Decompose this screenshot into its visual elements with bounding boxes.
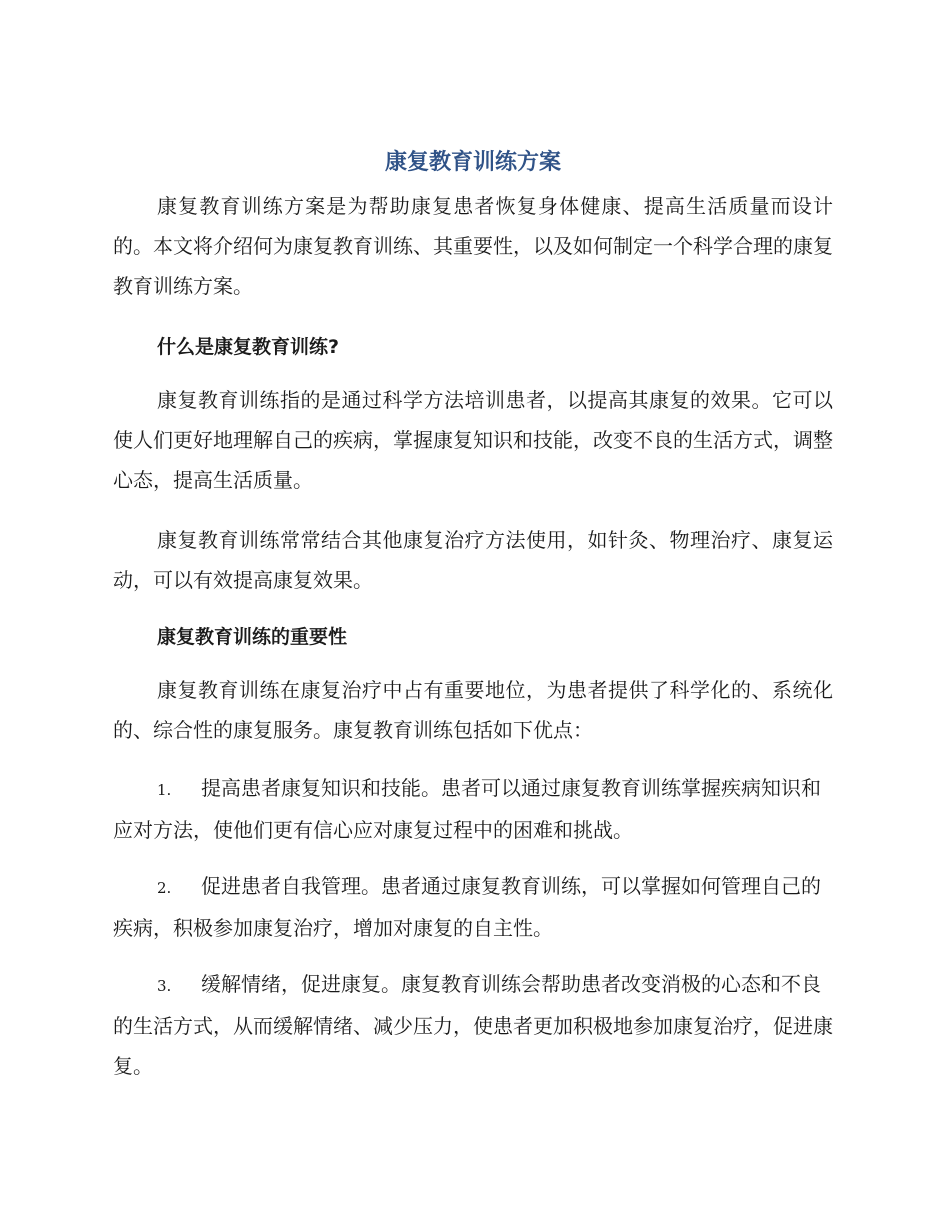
- list-item: [113, 866, 833, 948]
- list-item-number: 2.: [157, 879, 172, 897]
- list-item-text: 促进患者自我管理。患者通过康复教育训练，可以掌握如何管理自己的疾病，积极参加康复治疗，增加对康复的自主性。: [113, 874, 821, 940]
- document-title: 康复教育训练方案: [384, 150, 561, 175]
- list-item: [113, 964, 833, 1086]
- section2-paragraph: 康复教育训练在康复治疗中占有重要地位，为患者提供了科学化的、系统化的、综合性的康复服务。康复教育训练包括如下优点：: [113, 678, 833, 742]
- section-heading-importance: 康复教育训练的重要性: [157, 626, 348, 648]
- section-heading-what-is: 什么是康复教育训练?: [157, 336, 340, 358]
- list-item-text: 缓解情绪，促进康复。康复教育训练会帮助患者改变消极的心态和不良的生活方式，从而缓解情绪、减少压力，使患者更加积极地参加康复治疗，促进康复。: [113, 972, 833, 1078]
- list-item-text: 提高患者康复知识和技能。患者可以通过康复教育训练掌握疾病知识和应对方法，使他们更有信心应对康复过程中的困难和挑战。: [113, 776, 821, 842]
- section1-paragraph-2: 康复教育训练常常结合其他康复治疗方法使用，如针灸、物理治疗、康复运动，可以有效提高康复效果。: [113, 528, 833, 592]
- list-item-number: 3.: [157, 977, 172, 995]
- list-item: [113, 768, 833, 850]
- intro-paragraph: 康复教育训练方案是为帮助康复患者恢复身体健康、提高生活质量而设计的。本文将介绍何为康复教育训练、其重要性，以及如何制定一个科学合理的康复教育训练方案。: [113, 194, 833, 298]
- list-item-number: 1.: [157, 781, 172, 799]
- section1-paragraph-1: 康复教育训练指的是通过科学方法培训患者，以提高其康复的效果。它可以使人们更好地理解自己的疾病，掌握康复知识和技能，改变不良的生活方式，调整心态，提高生活质量。: [113, 388, 833, 492]
